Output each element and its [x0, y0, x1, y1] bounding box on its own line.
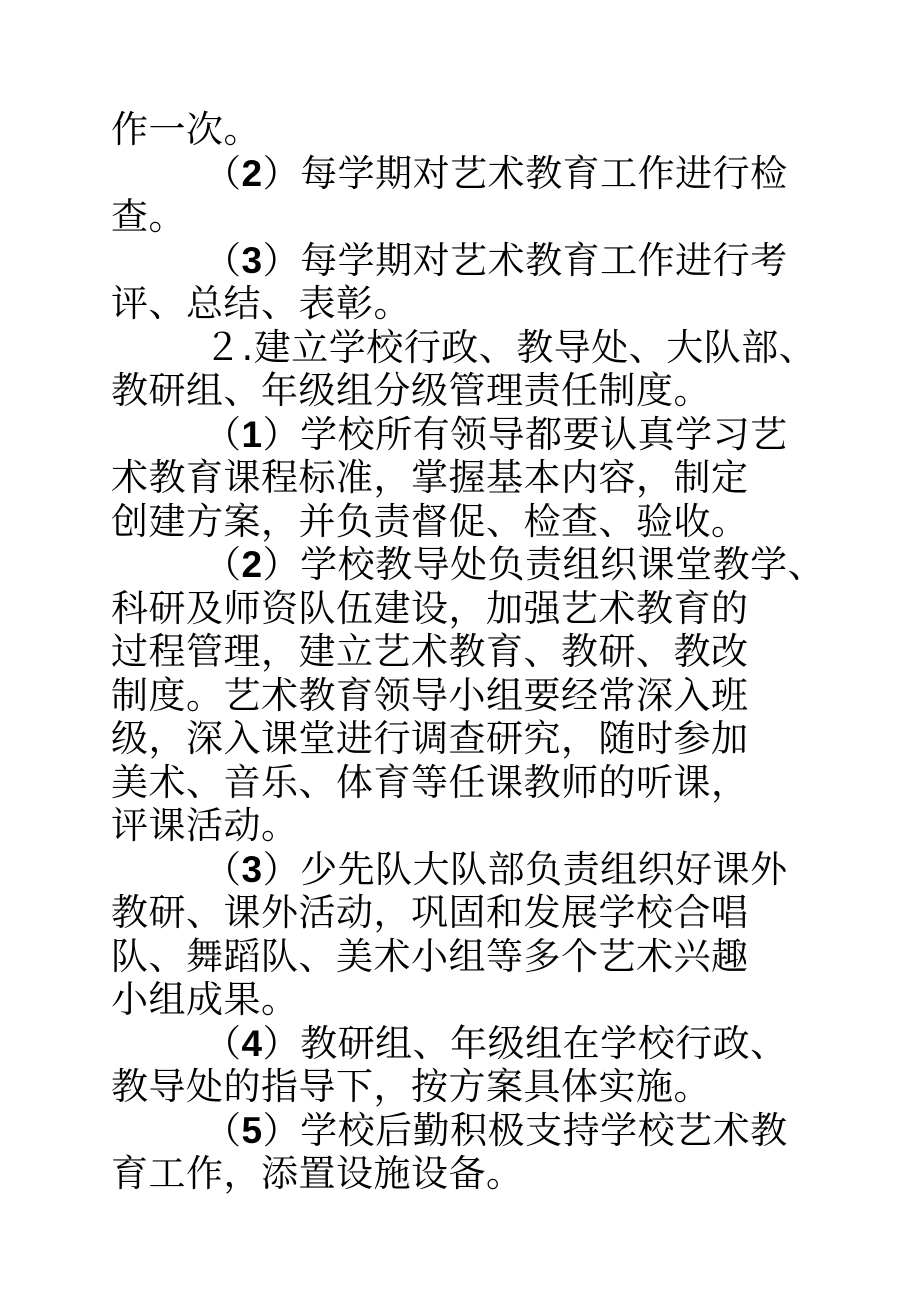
paragraph — [111, 239, 823, 326]
text-line: 小组成果。 — [111, 978, 299, 1021]
text-line: 美术、音乐、体育等任课教师的听课， — [111, 760, 749, 804]
paragraph — [111, 326, 823, 413]
text-line: 作一次。 — [111, 108, 261, 151]
text-line: 过程管理，建立艺术教育、教研、教改 — [111, 630, 749, 673]
text-line: 术教育课程标准，掌握基本内容，制定 — [111, 456, 749, 499]
text-line: 制度。艺术教育领导小组要经常深入班 — [111, 673, 749, 717]
paragraph — [111, 1109, 823, 1196]
text-line: 创建方案，并负责督促、检查、验收。 — [111, 499, 749, 543]
text-line: （5）学校后勤积极支持学校艺术教 — [204, 1108, 788, 1152]
text-line: 评、总结、表彰。 — [111, 282, 411, 325]
text-line: （2）每学期对艺术教育工作进行检 — [204, 151, 788, 195]
text-line: 教研组、年级组分级管理责任制度。 — [111, 369, 711, 412]
paragraph — [111, 413, 823, 544]
paragraph — [111, 152, 823, 239]
text-line: （3）每学期对艺术教育工作进行考 — [204, 238, 788, 282]
text-line: 育工作，添置设施设备。 — [111, 1152, 524, 1195]
paragraph — [111, 543, 826, 848]
text-line: （3）少先队大队部负责组织好课外 — [204, 847, 788, 891]
paragraph — [111, 108, 823, 152]
text-line: （4）教研组、年级组在学校行政、 — [204, 1021, 788, 1065]
document-body — [111, 108, 826, 1196]
text-line: （2）学校教导处负责组织课堂教学、 — [204, 543, 826, 586]
text-line: （1）学校所有领导都要认真学习艺 — [204, 412, 788, 456]
text-line: 级，深入课堂进行调查研究，随时参加 — [111, 717, 749, 760]
text-line: 评课活动。 — [111, 804, 299, 847]
paragraph — [111, 1022, 823, 1109]
text-line: 教导处的指导下，按方案具体实施。 — [111, 1065, 711, 1108]
text-line: ２.建立学校行政、教导处、大队部、 — [204, 325, 817, 369]
paragraph — [111, 848, 823, 1022]
text-line: 查。 — [111, 195, 186, 238]
text-line: 科研及师资队伍建设，加强艺术教育的 — [111, 586, 749, 630]
text-line: 队、舞蹈队、美术小组等多个艺术兴趣 — [111, 934, 749, 978]
text-line: 教研、课外活动，巩固和发展学校合唱 — [111, 891, 749, 934]
